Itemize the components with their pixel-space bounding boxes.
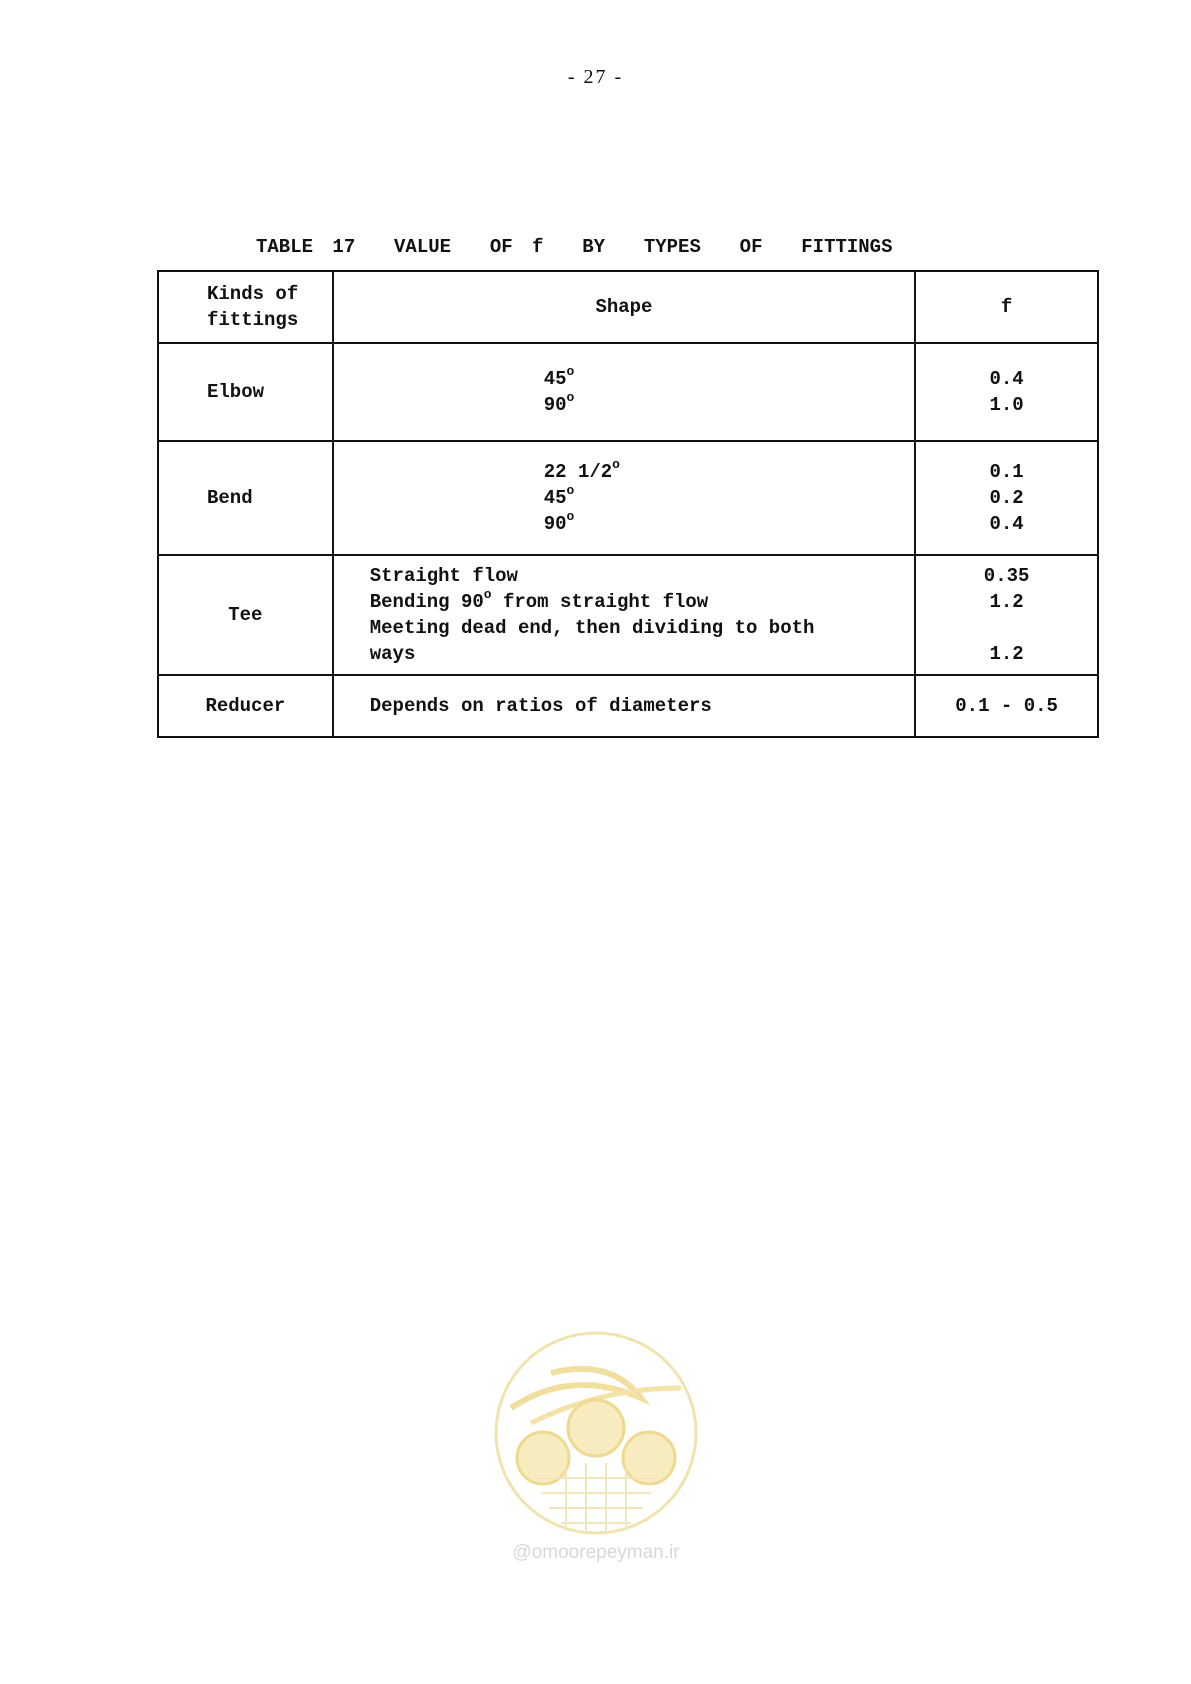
f-elbow-90: 1.0 [989, 394, 1024, 416]
f-tee-spacer [916, 615, 1097, 641]
shape-cell-elbow [333, 343, 915, 441]
f-cell-tee [915, 555, 1098, 675]
f-bend-22-half: 0.1 [989, 461, 1024, 483]
header-kinds-line1: Kinds of [207, 283, 299, 305]
f-tee-bending: 1.2 [989, 591, 1024, 613]
degree-sign: o [566, 509, 575, 524]
f-tee-meeting: 1.2 [989, 643, 1024, 665]
shape-bend-45: 45$^o$ [543, 483, 575, 509]
table-row-reducer [158, 675, 1098, 737]
shape-cell-bend [333, 441, 915, 555]
table-title: TABLE 17 VALUE OF f BY TYPES OF FITTINGS [256, 236, 893, 258]
degree-sign: o [612, 457, 620, 472]
shape-cell-tee [333, 555, 915, 675]
f-reducer: 0.1 - 0.5 [915, 675, 1098, 737]
shape-tee-straight: Straight flow [369, 565, 518, 587]
kind-bend: Bend [158, 441, 333, 555]
watermark-text: @omoorepeyman.ir [512, 1542, 680, 1563]
degree-sign: o [566, 390, 575, 405]
watermark [491, 1328, 701, 1568]
shape-elbow-45: 45$^o$ [543, 364, 575, 390]
table-row-bend [158, 441, 1098, 555]
f-cell-elbow [915, 343, 1098, 441]
table-header-row [158, 271, 1098, 343]
header-shape: Shape [333, 271, 915, 343]
table-row-elbow [158, 343, 1098, 441]
shape-elbow-90: 90$^o$ [543, 390, 575, 416]
header-f: f [915, 271, 1098, 343]
f-cell-bend [915, 441, 1098, 555]
header-kinds-of-fittings [158, 271, 333, 343]
degree-sign: o [483, 587, 492, 602]
shape-tee-meeting: Meeting dead end, then dividing to both [369, 617, 815, 639]
kind-elbow: Elbow [158, 343, 333, 441]
f-tee-straight: 0.35 [983, 565, 1030, 587]
f-elbow-45: 0.4 [989, 368, 1024, 390]
kind-reducer: Reducer [158, 675, 333, 737]
table-row-tee [158, 555, 1098, 675]
fittings-table [157, 270, 1099, 738]
kind-tee: Tee [158, 555, 333, 675]
shape-reducer: Depends on ratios of diameters [333, 675, 915, 737]
shape-bend-90: 90$^o$ [543, 509, 575, 535]
watermark-logo-icon [491, 1328, 701, 1538]
f-bend-90: 0.4 [989, 513, 1024, 535]
shape-bend-22-half: 22 1/2$^o$ [543, 457, 620, 483]
degree-sign: o [566, 364, 575, 379]
shape-tee-ways: ways [369, 643, 416, 665]
page-number: - 27 - [567, 66, 624, 88]
degree-sign: o [566, 483, 575, 498]
f-bend-45: 0.2 [989, 487, 1024, 509]
header-kinds-line2: fittings [207, 309, 299, 331]
shape-tee-bending: Bending 90$^o$ from straight flow [369, 587, 709, 613]
